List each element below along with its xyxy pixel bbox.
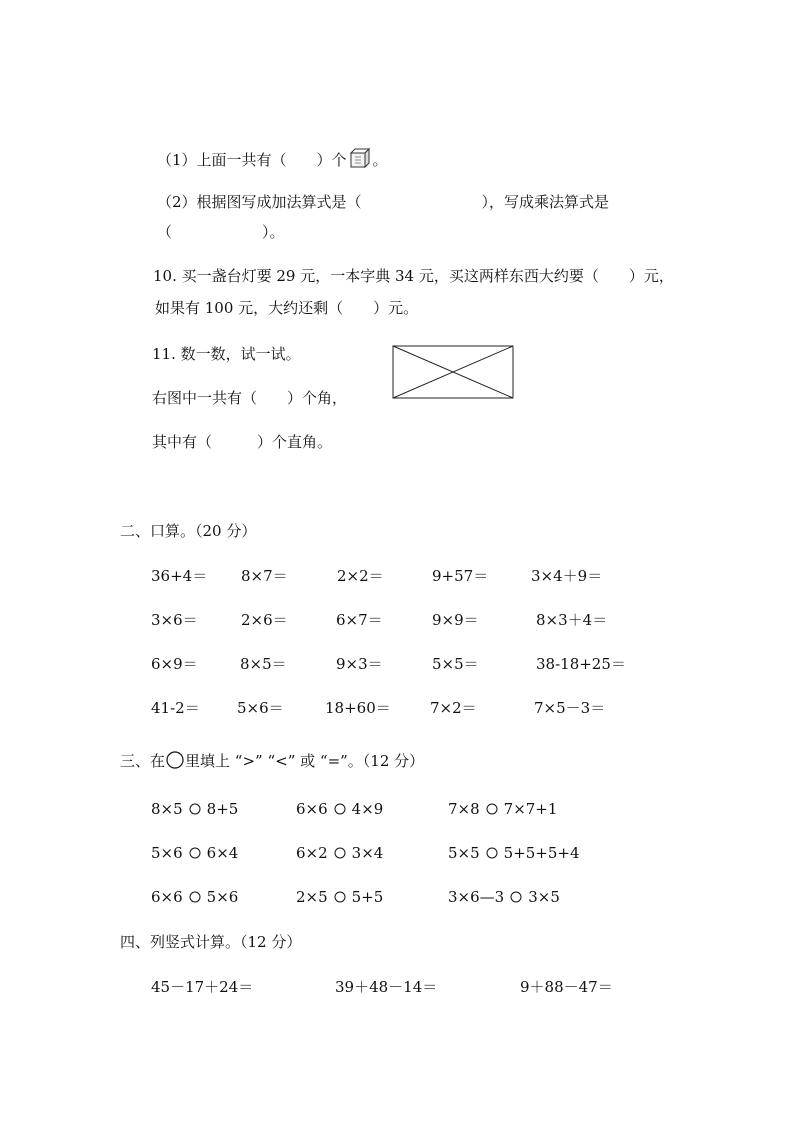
comparison-item bbox=[448, 799, 557, 819]
section-3-title-prefix: 三、在 bbox=[120, 752, 166, 770]
oral-arithmetic-item: 9+57＝ bbox=[432, 567, 489, 585]
compare-circle-icon[interactable] bbox=[510, 891, 522, 903]
question-sub2-line2: （ ）。 bbox=[157, 223, 285, 241]
comparison-left: 5×5 bbox=[448, 844, 480, 862]
oral-arithmetic-item: 8×5＝ bbox=[240, 655, 287, 673]
comparison-item bbox=[296, 843, 383, 863]
question-10-line2: 如果有 100 元，大约还剩（ ）元。 bbox=[155, 299, 419, 317]
compare-circle-icon[interactable] bbox=[334, 803, 346, 815]
comparison-right: 5+5+5+4 bbox=[503, 844, 580, 862]
section-3-title bbox=[120, 751, 424, 771]
comparison-right: 3×4 bbox=[351, 844, 384, 862]
comparison-right: 5+5 bbox=[351, 888, 384, 906]
section-4-title: 四、列竖式计算。（12 分） bbox=[120, 933, 302, 951]
oral-arithmetic-item: 7×2＝ bbox=[430, 699, 477, 717]
oral-arithmetic-item: 2×6＝ bbox=[241, 611, 288, 629]
comparison-left: 5×6 bbox=[151, 844, 183, 862]
comparison-item bbox=[151, 799, 238, 819]
comparison-item bbox=[151, 887, 238, 907]
compare-circle-icon[interactable] bbox=[334, 891, 346, 903]
oral-arithmetic-item: 36+4＝ bbox=[151, 567, 208, 585]
question-11-line2: 右图中一共有（ ）个角， bbox=[152, 389, 348, 407]
question-sub2-line1: （2）根据图写成加法算式是（ ），写成乘法算式是 bbox=[157, 193, 610, 211]
compare-circle-icon[interactable] bbox=[334, 847, 346, 859]
compare-circle-icon[interactable] bbox=[189, 847, 201, 859]
oral-arithmetic-item: 9×3＝ bbox=[336, 655, 383, 673]
comparison-left: 2×5 bbox=[296, 888, 328, 906]
compare-circle-icon[interactable] bbox=[486, 847, 498, 859]
oral-arithmetic-item: 8×3＋4＝ bbox=[536, 611, 608, 629]
comparison-right: 4×9 bbox=[351, 800, 384, 818]
comparison-item bbox=[448, 887, 560, 907]
oral-arithmetic-item: 2×2＝ bbox=[337, 567, 384, 585]
comparison-left: 6×2 bbox=[296, 844, 328, 862]
vertical-calc-item: 45－17＋24＝ bbox=[151, 978, 254, 996]
oral-arithmetic-item: 6×9＝ bbox=[151, 655, 198, 673]
section-2-title: 二、口算。（20 分） bbox=[120, 522, 257, 540]
compare-circle-icon[interactable] bbox=[486, 803, 498, 815]
rectangle-diagonals-figure bbox=[392, 345, 514, 399]
vertical-calc-item: 9＋88－47＝ bbox=[520, 978, 613, 996]
question-sub1-text: （1）上面一共有（ ）个 bbox=[157, 151, 347, 169]
question-10-line1: 10. 买一盏台灯要 29 元，一本字典 34 元，买这两样东西大约要（ ）元， bbox=[153, 267, 674, 285]
oral-arithmetic-item: 8×7＝ bbox=[241, 567, 288, 585]
compare-circle-icon[interactable] bbox=[189, 891, 201, 903]
comparison-item bbox=[448, 843, 580, 863]
vertical-calc-item: 39＋48－14＝ bbox=[335, 978, 438, 996]
comparison-right: 5×6 bbox=[206, 888, 239, 906]
comparison-item bbox=[151, 843, 238, 863]
circle-icon bbox=[166, 751, 184, 769]
comparison-right: 3×5 bbox=[528, 888, 560, 906]
oral-arithmetic-item: 6×7＝ bbox=[336, 611, 383, 629]
oral-arithmetic-item: 5×5＝ bbox=[432, 655, 479, 673]
comparison-left: 6×6 bbox=[296, 800, 328, 818]
question-sub1-suffix: 。 bbox=[372, 151, 388, 169]
comparison-left: 7×8 bbox=[448, 800, 480, 818]
compare-circle-icon[interactable] bbox=[189, 803, 201, 815]
comparison-left: 8×5 bbox=[151, 800, 183, 818]
oral-arithmetic-item: 3×6＝ bbox=[151, 611, 198, 629]
oral-arithmetic-item: 41-2＝ bbox=[151, 699, 200, 717]
comparison-item bbox=[296, 887, 383, 907]
question-11-line1: 11. 数一数，试一试。 bbox=[152, 345, 301, 363]
comparison-right: 8+5 bbox=[206, 800, 239, 818]
comparison-left: 3×6—3 bbox=[448, 888, 505, 906]
question-11-line3: 其中有（ ）个直角。 bbox=[152, 433, 333, 451]
comparison-right: 6×4 bbox=[206, 844, 239, 862]
oral-arithmetic-item: 3×4＋9＝ bbox=[531, 567, 603, 585]
comparison-right: 7×7+1 bbox=[503, 800, 558, 818]
question-sub1 bbox=[157, 147, 388, 170]
oral-arithmetic-item: 38-18+25＝ bbox=[536, 655, 626, 673]
oral-arithmetic-item: 7×5－3＝ bbox=[534, 699, 606, 717]
comparison-item bbox=[296, 799, 383, 819]
comparison-left: 6×6 bbox=[151, 888, 183, 906]
oral-arithmetic-item: 18+60＝ bbox=[325, 699, 391, 717]
section-3-title-suffix: 里填上 “>” “<” 或 “=”。（12 分） bbox=[185, 752, 425, 770]
oral-arithmetic-item: 5×6＝ bbox=[237, 699, 284, 717]
oral-arithmetic-item: 9×9＝ bbox=[432, 611, 479, 629]
cube-icon bbox=[349, 147, 371, 169]
